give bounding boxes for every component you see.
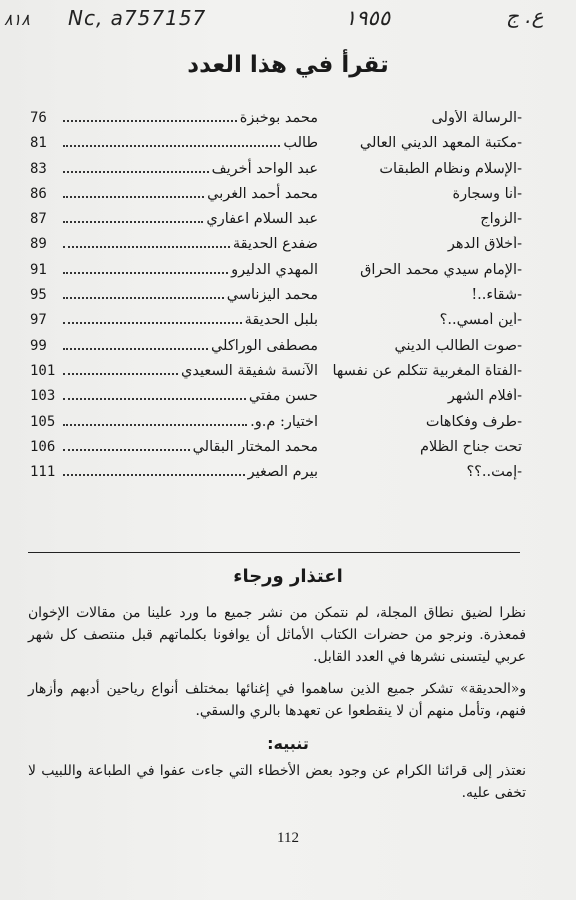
toc-entry-author: محمد بوخبزة [239,110,318,126]
toc-entry-page: 83 [30,160,47,177]
leader-dots [63,108,237,122]
toc-entry-title: تحت جناح الظلام [420,438,522,455]
toc-entry-page: 103 [30,388,56,405]
toc-entry-title: -الرسالة الأولى [431,110,522,126]
toc-entry-title: -طرف وفكاهات [425,413,522,430]
toc-entry-page: 97 [30,312,47,329]
apology-paragraph: نظرا لضيق نطاق المجلة، لم نتمكن من نشر جميع ما ورد علينا من مقالات الإخوان فمعذرة. ونرجو من حضرات الكتاب الأماثل أن يوافونا بكلماتهم قبل منتصف كل شهر عربي ليتسنى نشرها في العدد القابل. [28,605,526,665]
leader-dots [63,462,245,476]
toc-entry-title: -شقاء..! [471,287,522,304]
toc-entry-author: الآنسة شفيقة السعيدي [181,362,318,379]
toc-entry-page: 106 [30,438,56,455]
toc-entry[interactable] [30,336,522,361]
handwritten-number: ٨١٨ [4,10,30,29]
toc-entry[interactable] [30,234,522,259]
table-of-contents [30,108,522,487]
toc-entry-title: -أين أمسي..؟ [439,312,522,329]
toc-entry[interactable] [30,285,522,310]
apology-heading: اعتذار ورجاء [233,566,343,587]
toc-entry[interactable] [30,184,522,209]
toc-entry-title: -الزواج [480,211,522,228]
toc-entry[interactable] [30,310,522,335]
toc-entry-title: -الفتاة المغربية تتكلم عن نفسها [332,362,522,379]
leader-dots [63,412,247,426]
toc-entry[interactable] [30,133,522,158]
leader-dots [63,184,204,198]
leader-dots [63,133,280,147]
toc-entry-title: -الإسلام ونظام الطبقات [379,160,522,177]
toc-entry[interactable] [30,108,522,133]
leader-dots [63,209,203,223]
toc-entry-title: -إمت..؟؟ [466,464,522,481]
toc-entry-page: 101 [30,362,56,379]
toc-entry-page: 99 [30,337,47,354]
toc-entry-page: 89 [30,236,47,253]
toc-entry-title: -أخلاق الدهر [447,236,522,253]
toc-entry-author: ضفدع الحديقة [232,236,318,253]
handwritten-mark: ع. ج [506,4,544,28]
leader-dots [63,361,178,375]
toc-entry-author: اختيار: م.و. [250,413,318,430]
toc-entry-author: محمد اليزناسي [226,287,318,304]
leader-dots [63,386,246,400]
toc-entry-author: محمد المختار البقالي [192,438,318,455]
toc-entry[interactable] [30,386,522,411]
section-divider [28,552,520,553]
toc-entry-page: 105 [30,413,56,430]
toc-entry-author: بيرم الصغير [247,464,318,481]
toc-entry-page: 76 [30,110,47,126]
toc-entry-author: عبد الواحد أخريف [211,160,318,177]
toc-entry-page: 111 [30,464,56,481]
page-number: 112 [277,830,299,846]
leader-dots [63,336,208,350]
leader-dots [63,260,228,274]
toc-entry[interactable] [30,361,522,386]
toc-entry[interactable] [30,412,522,437]
toc-entry-page: 95 [30,287,47,304]
toc-entry-title: -الإمام سيدي محمد الحراق [360,261,522,278]
toc-entry[interactable] [30,437,522,462]
toc-entry-page: 87 [30,211,47,228]
toc-entry[interactable] [30,260,522,285]
toc-entry-page: 91 [30,261,47,278]
thanks-paragraph: و«الحديقة» تشكر جميع الذين ساهموا في إغنائها بمختلف أنواع رياحين أدبهم وأزهار فنهم، وتأمل منهم أن لا ينقطعوا عن تعهدها بالري والسقي. [28,681,526,719]
handwritten-year: ١٩٥٥ [345,6,391,30]
toc-entry-page: 81 [30,135,47,152]
leader-dots [63,234,230,248]
notice-paragraph: نعتذر إلى قرائنا الكرام عن وجود بعض الأخطاء التي جاءت عفوا في الطباعة واللبيب لا تخفى عليه. [28,763,526,801]
toc-entry[interactable] [30,462,522,487]
leader-dots [63,159,209,173]
toc-entry-author: حسن مفتي [248,388,318,405]
leader-dots [63,437,190,451]
toc-entry-page: 86 [30,185,47,202]
toc-entry-title: -صوت الطالب الديني [394,337,522,354]
toc-entry-author: طالب [283,135,318,152]
notice-heading: تنبيه: [267,734,309,753]
toc-entry-author: مصطفى الوراكلي [210,337,318,354]
toc-entry-title: -أفلام الشهر [447,388,522,405]
toc-entry-author: بلبل الحديقة [244,312,318,329]
toc-entry-author: محمد أحمد الغربي [207,185,318,202]
toc-entry-author: المهدي الدليرو [231,261,318,278]
leader-dots [63,285,224,299]
toc-entry-title: -أنا وسجارة [452,185,522,202]
leader-dots [63,310,242,324]
toc-entry-author: عبد السلام اعفاري [206,211,318,228]
toc-title: تقرأ في هذا العدد [187,52,389,78]
handwritten-catalog-code: Nc, a757157 [68,6,207,30]
toc-entry-title: -مكتبة المعهد الديني العالي [359,135,522,152]
toc-entry[interactable] [30,209,522,234]
toc-entry[interactable] [30,159,522,184]
